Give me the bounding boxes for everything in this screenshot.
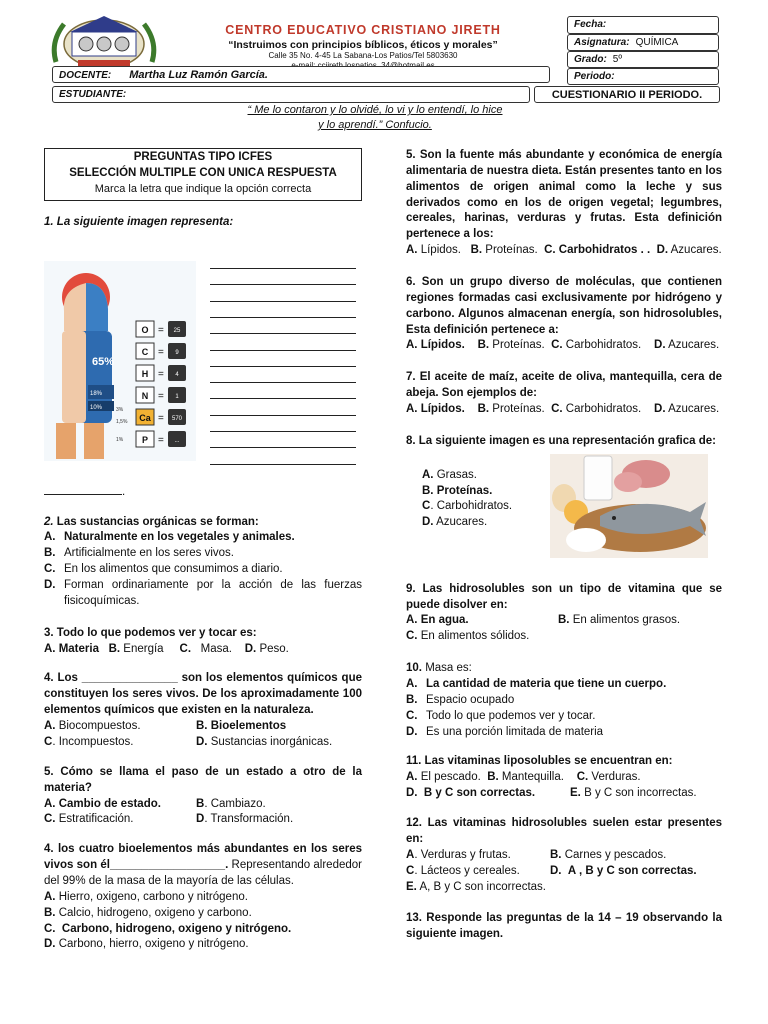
element-o-symbol: O (141, 324, 149, 335)
svg-text:10%: 10% (90, 404, 103, 411)
percent-label: 65% (92, 355, 115, 368)
question-2: 2. Las sustancias orgánicas se forman: A. Naturalmente en los vegetales y animales. B. Artificialmente en los seres vivos. C. En los alimentos que consumimos a diario. D. Forman ordinariamente por la acción de las fuerzas fisicoquímicas. (44, 515, 362, 610)
question-7: 7. El aceite de maíz, aceite de oliva, mantequilla, cera de abeja. Son ejemplos de: A. Lípidos. B. Proteínas. C. Carbohidratos. D. Azucares. (406, 370, 722, 418)
school-heading (168, 22, 558, 71)
options-9[interactable]: A. En agua. B. En alimentos grasos. (406, 614, 681, 627)
answer-trailing-line[interactable] (44, 485, 122, 495)
option-2d[interactable]: D. Forman ordinariamente por la acción de las fuerzas fisicoquímicas. (44, 579, 362, 607)
option-8d[interactable]: D. Azucares. (422, 516, 488, 529)
question-9: 9. Las hidrosolubles son un tipo de vitamina que se puede disolver en: A. En agua. B. En alimentos grasos. C. En alimentos sólidos. (406, 582, 722, 643)
school-name: CENTRO EDUCATIVO CRISTIANO JIRETH (225, 23, 501, 37)
answer-lines[interactable] (210, 253, 356, 465)
option-4b-b[interactable]: B. Calcio, hidrogeno, oxigeno y carbono. (44, 906, 252, 919)
weight-value: 1 (175, 393, 179, 400)
svg-text:1,5%: 1,5% (116, 418, 128, 425)
question-3: 3. Todo lo que podemos ver y tocar es: A. Materia B. Energía C. Masa. D. Peso. (44, 626, 362, 658)
quote-line-2: y lo aprendí.” Confucio. (318, 118, 432, 131)
svg-text:1%: 1% (116, 436, 124, 443)
docente-field[interactable]: DOCENTE: Martha Luz Ramón García. (52, 66, 550, 83)
option-10c[interactable]: C. Todo lo que podemos ver y tocar. (406, 709, 596, 722)
quote (230, 103, 520, 133)
option-10b[interactable]: B. Espacio ocupado (406, 693, 515, 706)
question-4b: 4. los cuatro bioelementos más abundantes en los seres vivos son él__________________. Representando alrededor del 99% de la masa de la mayoría de las células. A. Hierro, oxigeno, carbono y nitrógeno. B. Calcio, hidrogeno, oxigeno y carbono. C. Carbono, hidrogeno, oxigeno y nitrógeno. D. Carbono, hierro, oxigeno y nitrógeno. (44, 842, 362, 953)
question-5: 5. Cómo se llama el paso de un estado a otro de la materia? A. Cambio de estado. B. Cambiazo. C. Estratificación. D. Transformación. (44, 765, 362, 826)
periodo-field[interactable]: Periodo: (567, 68, 719, 85)
right-column (406, 148, 722, 953)
left-column (44, 148, 362, 963)
svg-text:3%: 3% (116, 406, 124, 413)
equals-sign: = (158, 324, 164, 336)
protein-foods-photo (550, 454, 708, 558)
option-4b-a[interactable]: A. Hierro, oxigeno, carbono y nitrógeno. (44, 890, 248, 903)
option-8c[interactable]: C. Carbohidratos. (422, 500, 513, 513)
question-13: 13. Responde las preguntas de la 14 – 19 observando la siguiente imagen. (406, 912, 722, 941)
bioelements-figure (44, 261, 196, 461)
estudiante-field[interactable]: ESTUDIANTE: (52, 86, 530, 103)
options-3[interactable]: A. Materia B. Energía C. Masa. D. Peso. (44, 642, 289, 655)
cuestionario-label: CUESTIONARIO II PERIODO. (534, 86, 720, 103)
question-12: 12. Las vitaminas hidrosolubles suelen estar presentes en: A. Verduras y frutas. B. Carnes y pescados. C. Lácteos y cereales. D. A , B y C son correctas. E. A, B y C son incorrectas. (406, 817, 722, 893)
options-11[interactable]: A. El pescado. B. Mantequilla. C. Verduras. (406, 771, 641, 784)
equals-sign: = (158, 368, 164, 380)
options-5b[interactable]: A. Lípidos. B. Proteínas. C. Carbohidratos . . D. Azucares. (406, 244, 722, 257)
option-8b[interactable]: B. Proteínas. (422, 484, 493, 497)
question-8: 8. La siguiente imagen es una representación grafica de: A. Grasas. B. Proteínas. C. Carbohidratos. D. Azucares. (406, 434, 722, 572)
element-c-symbol: C (141, 346, 149, 357)
equals-sign: = (158, 390, 164, 402)
fecha-field[interactable]: Fecha: (567, 16, 719, 34)
question-6: 6. Son un grupo diverso de moléculas, que contienen regiones formadas casi exclusivamente por hidrógeno y carbono. Algunos almacenan energía, son hidrosolubles, Esta definición pertenece a: A. Lípidos. B. Proteínas. C. Carbohidratos. D. Azucares. (406, 275, 722, 354)
element-p-symbol: P (141, 434, 149, 445)
element-h-symbol: H (141, 368, 149, 379)
weight-value: 4 (175, 371, 179, 378)
element-ca-symbol: Ca (139, 412, 151, 423)
option-4b-c[interactable]: C. Carbono, hidrogeno, oxigeno y nitrógeno. (44, 922, 292, 935)
options-4[interactable]: A. Biocompuestos. B. Bioelementos (44, 720, 287, 733)
school-motto: “Instruimos con principios bíblicos, éticos y morales” (228, 39, 498, 52)
weight-value: 25 (173, 327, 181, 334)
equals-sign: = (158, 434, 164, 446)
equals-sign: = (158, 346, 164, 358)
options-7[interactable]: A. Lípidos. B. Proteínas. C. Carbohidratos. D. Azucares. (406, 403, 720, 416)
option-2a[interactable]: A. Naturalmente en los vegetales y animales. (44, 531, 295, 544)
asignatura-field[interactable]: Asignatura: QUÍMICA (567, 34, 719, 51)
option-10a[interactable]: A. La cantidad de materia que tiene un cuerpo. (406, 678, 667, 691)
option-4b-d[interactable]: D. Carbono, hierro, oxigeno y nitrógeno. (44, 938, 249, 951)
options-6[interactable]: A. Lípidos. B. Proteínas. C. Carbohidratos. D. Azucares. (406, 339, 720, 352)
options-5[interactable]: A. Cambio de estado. B. Cambiazo. (44, 797, 266, 810)
equals-sign: = (158, 412, 164, 424)
quote-line-1: “ Me lo contaron y lo olvidé, lo vi y lo entendí, lo hice (247, 104, 503, 116)
weight-value: 570 (171, 415, 183, 422)
question-4: 4. Los _______________ son los elementos químicos que constituyen los seres vivos. De los aproximadamente 100 elementos químicos que existen en la naturaleza. A. Biocompuestos. B. Bioelementos C. Incompuestos. D. Sustancias inorgánicas. (44, 672, 362, 748)
option-2c[interactable]: C. En los alimentos que consumimos a diario. (44, 563, 283, 576)
school-address: Calle 35 No. 4-45 La Sabana-Los Patios/Tel 5803630 (268, 51, 458, 61)
weight-value: ... (174, 437, 180, 444)
grado-field[interactable]: Grado: 5º (567, 51, 719, 68)
options-12[interactable]: A. Verduras y frutas. B. Carnes y pescados. (406, 848, 667, 861)
element-n-symbol: N (141, 390, 149, 401)
weight-value: 9 (175, 349, 179, 356)
question-10: 10. Masa es: A. La cantidad de materia que tiene un cuerpo. B. Espacio ocupado C. Todo lo que podemos ver y tocar. D. Es una porción limitada de materia (406, 661, 722, 740)
question-1: 1. La siguiente imagen representa: 65% 18% 10% 3% 1,5% 1% O = 25 C = 9 H = 4 N = 1 Ca = 570 P = ... . (44, 215, 362, 501)
school-logo (48, 12, 160, 74)
question-5b: 5. Son la fuente más abundante y económica de energía alimentaria de nuestra dieta. Están presentes tanto en los alimentos de origen animal como la leche y sus derivados como en los de origen vegetal; legumbres, cereales, harinas, verduras y frutas. Esta definición pertenece a los: A. Lípidos. B. Proteínas. C. Carbohidratos . . D. Azucares. (406, 148, 722, 259)
question-11: 11. Las vitaminas liposolubles se encuentran en: A. El pescado. B. Mantequilla. C. Verduras. D. B y C son correctas. E. B y C son incorrectas. (406, 754, 722, 802)
svg-text:18%: 18% (90, 390, 103, 397)
option-8a[interactable]: A. Grasas. (422, 468, 477, 481)
option-10d[interactable]: D. Es una porción limitada de materia (406, 725, 604, 738)
option-2b[interactable]: B. Artificialmente en los seres vivos. (44, 547, 235, 560)
instructions-box: PREGUNTAS TIPO ICFES SELECCIÓN MULTIPLE CON UNICA RESPUESTA Marca la letra que indique la opción correcta (44, 148, 362, 201)
